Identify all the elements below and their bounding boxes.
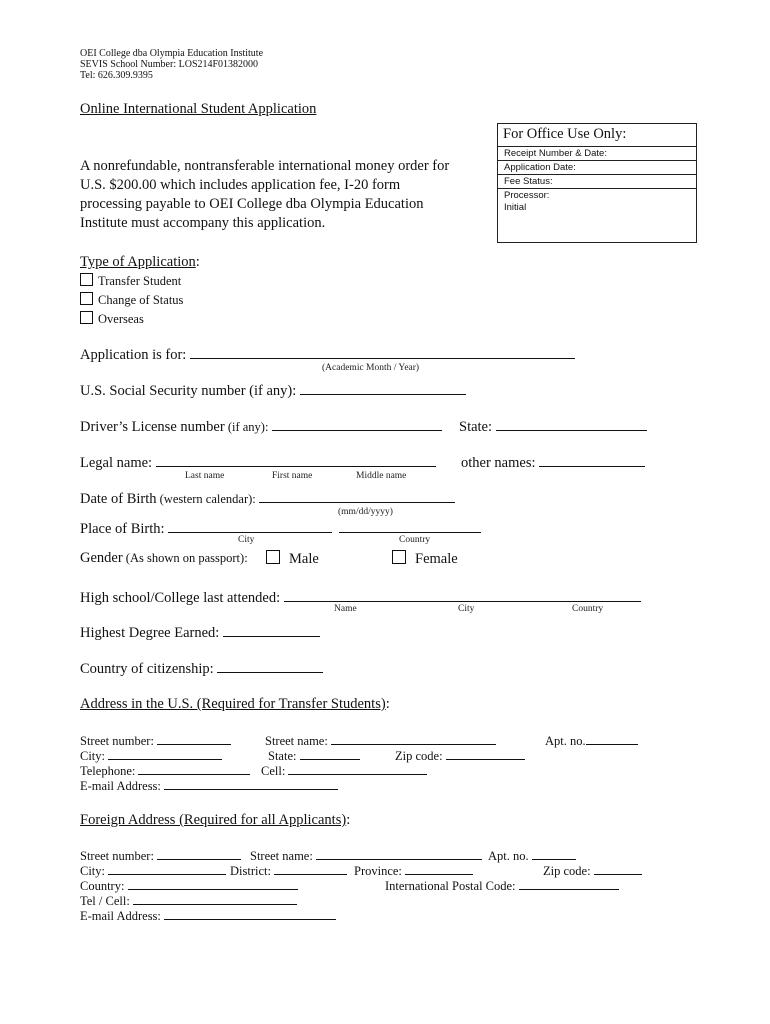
- checkbox-change-status[interactable]: [80, 292, 93, 305]
- foreign-country-label: Country:: [80, 879, 128, 893]
- foreign-province-line[interactable]: [405, 862, 473, 875]
- us-telephone-label: Telephone:: [80, 764, 139, 778]
- checkbox-female[interactable]: [392, 550, 406, 564]
- application-for-line[interactable]: [190, 346, 575, 359]
- intro-line-1: A nonrefundable, nontransferable international money order for: [80, 158, 450, 174]
- pob-city-line[interactable]: [168, 520, 332, 533]
- us-zip-line[interactable]: [446, 747, 525, 760]
- high-school-field: [80, 589, 641, 607]
- caption-middle-name: Middle name: [356, 471, 407, 481]
- caption-pob-city: City: [238, 535, 255, 545]
- option-change-of-status[interactable]: [80, 292, 183, 308]
- drivers-license-line[interactable]: [272, 418, 442, 431]
- school-phone: Tel: 626.309.9395: [80, 70, 153, 81]
- caption-pob-country: Country: [399, 535, 431, 545]
- us-cell-line[interactable]: [288, 762, 427, 775]
- page-title: Online International Student Application: [80, 101, 317, 117]
- dob-label: Date of Birth: [80, 491, 157, 507]
- school-name: OEI College dba Olympia Education Institute: [80, 48, 264, 59]
- foreign-country-line[interactable]: [128, 877, 298, 890]
- legal-name-field: [80, 454, 436, 472]
- gender-note: (As shown on passport):: [122, 551, 248, 565]
- us-telephone-line[interactable]: [138, 762, 250, 775]
- office-use-title: For Office Use Only:: [498, 124, 696, 147]
- drivers-license-field: [80, 418, 442, 436]
- checkbox-transfer[interactable]: [80, 273, 93, 286]
- foreign-apt-label: Apt. no.: [488, 849, 532, 863]
- option-label: Change of Status: [98, 293, 184, 307]
- us-state-label: State:: [268, 749, 300, 763]
- high-school-label: High school/College last attended:: [80, 590, 284, 606]
- office-row-initial: Initial: [504, 202, 527, 213]
- foreign-postal-label: International Postal Code:: [385, 879, 519, 893]
- state-field: [459, 418, 647, 436]
- foreign-postal-field: [385, 877, 619, 894]
- us-apt-label: Apt. no.: [545, 734, 586, 748]
- us-apt-line[interactable]: [586, 732, 638, 745]
- foreign-zip-label: Zip code:: [543, 864, 594, 878]
- other-names-line[interactable]: [539, 454, 645, 467]
- drivers-license-note: (if any):: [224, 420, 272, 434]
- office-row-fee: Fee Status:: [498, 175, 696, 189]
- us-email-field: [80, 777, 338, 794]
- us-zip-label: Zip code:: [395, 749, 446, 763]
- checkbox-overseas[interactable]: [80, 311, 93, 324]
- us-street-number-label: Street number:: [80, 734, 158, 748]
- foreign-city-label: City:: [80, 864, 109, 878]
- state-label: State:: [459, 419, 496, 435]
- dob-line[interactable]: [259, 490, 455, 503]
- foreign-address-colon: :: [346, 812, 351, 828]
- us-cell-label: Cell:: [261, 764, 289, 778]
- female-label: Female: [415, 551, 458, 567]
- foreign-province-label: Province:: [354, 864, 406, 878]
- foreign-city-line[interactable]: [108, 862, 226, 875]
- gender-male-option[interactable]: [266, 550, 319, 568]
- foreign-street-name-label: Street name:: [250, 849, 316, 863]
- gender-female-option[interactable]: [392, 550, 458, 568]
- drivers-license-label: Driver’s License number: [80, 419, 225, 435]
- citizenship-field: [80, 660, 323, 678]
- us-state-line[interactable]: [300, 747, 360, 760]
- us-street-name-label: Street name:: [265, 734, 331, 748]
- foreign-zip-line[interactable]: [594, 862, 642, 875]
- gender-label: Gender: [80, 550, 123, 566]
- intro-line-4: Institute must accompany this application.: [80, 215, 326, 231]
- us-address-heading: [80, 696, 390, 713]
- caption-first-name: First name: [272, 471, 313, 481]
- office-row-receipt: Receipt Number & Date:: [498, 147, 696, 161]
- foreign-postal-line[interactable]: [519, 877, 619, 890]
- other-names-label: other names:: [461, 455, 540, 471]
- ssn-label: U.S. Social Security number (if any):: [80, 383, 300, 399]
- us-street-name-line[interactable]: [331, 732, 496, 745]
- us-city-label: City:: [80, 749, 109, 763]
- foreign-tel-label: Tel / Cell:: [80, 894, 133, 908]
- intro-line-3: processing payable to OEI College dba Olympia Education: [80, 196, 424, 212]
- foreign-district-label: District:: [230, 864, 275, 878]
- intro-line-2: U.S. $200.00 which includes application fee, I-20 form: [80, 177, 401, 193]
- foreign-email-label: E-mail Address:: [80, 909, 165, 923]
- dob-caption: (mm/dd/yyyy): [338, 507, 393, 517]
- high-school-line[interactable]: [284, 589, 641, 602]
- foreign-email-line[interactable]: [164, 907, 336, 920]
- us-address-colon: :: [385, 696, 390, 712]
- pob-country-line[interactable]: [339, 520, 481, 533]
- gender-field: [80, 550, 248, 567]
- legal-name-label: Legal name:: [80, 455, 156, 471]
- type-label: Type of Application: [80, 254, 196, 270]
- dob-field: [80, 490, 455, 508]
- application-for-label: Application is for:: [80, 347, 190, 363]
- legal-name-line[interactable]: [156, 454, 436, 467]
- us-apt-field: [545, 732, 638, 749]
- foreign-email-field: [80, 907, 336, 924]
- degree-label: Highest Degree Earned:: [80, 625, 223, 641]
- ssn-field: [80, 382, 466, 400]
- place-of-birth-label: Place of Birth:: [80, 521, 169, 537]
- us-address-title: Address in the U.S. (Required for Transfer Students): [80, 696, 386, 712]
- type-colon: :: [195, 254, 200, 270]
- foreign-apt-line[interactable]: [532, 847, 576, 860]
- state-line[interactable]: [496, 418, 647, 431]
- foreign-district-line[interactable]: [274, 862, 347, 875]
- option-label: Overseas: [98, 312, 144, 326]
- male-label: Male: [289, 551, 319, 567]
- application-for-caption: (Academic Month / Year): [322, 363, 420, 373]
- caption-last-name: Last name: [185, 471, 225, 481]
- us-street-number-line[interactable]: [157, 732, 231, 745]
- foreign-street-number-label: Street number:: [80, 849, 158, 863]
- sevis-number: SEVIS School Number: LOS214F01382000: [80, 59, 259, 70]
- foreign-tel-line[interactable]: [133, 892, 297, 905]
- office-row-app-date: Application Date:: [498, 161, 696, 175]
- degree-field: [80, 624, 320, 642]
- us-email-label: E-mail Address:: [80, 779, 165, 793]
- other-names-field: [461, 454, 645, 472]
- checkbox-male[interactable]: [266, 550, 280, 564]
- caption-hs-city: City: [458, 604, 475, 614]
- citizenship-label: Country of citizenship:: [80, 661, 218, 677]
- application-for-field: [80, 346, 575, 364]
- foreign-address-heading: [80, 812, 350, 829]
- type-of-application-heading: [80, 254, 200, 271]
- option-label: Transfer Student: [98, 274, 182, 288]
- option-overseas[interactable]: [80, 311, 144, 327]
- us-email-line[interactable]: [164, 777, 338, 790]
- us-city-line[interactable]: [108, 747, 222, 760]
- foreign-address-title: Foreign Address (Required for all Applicants): [80, 812, 347, 828]
- caption-hs-country: Country: [572, 604, 604, 614]
- citizenship-line[interactable]: [217, 660, 323, 673]
- option-transfer-student[interactable]: [80, 273, 181, 289]
- caption-hs-name: Name: [334, 604, 357, 614]
- dob-note: (western calendar):: [156, 492, 259, 506]
- degree-line[interactable]: [223, 624, 320, 637]
- ssn-line[interactable]: [300, 382, 466, 395]
- foreign-street-name-line[interactable]: [316, 847, 482, 860]
- office-row-processor: Processor:: [504, 190, 550, 201]
- office-use-box: [497, 123, 697, 243]
- foreign-street-number-line[interactable]: [157, 847, 241, 860]
